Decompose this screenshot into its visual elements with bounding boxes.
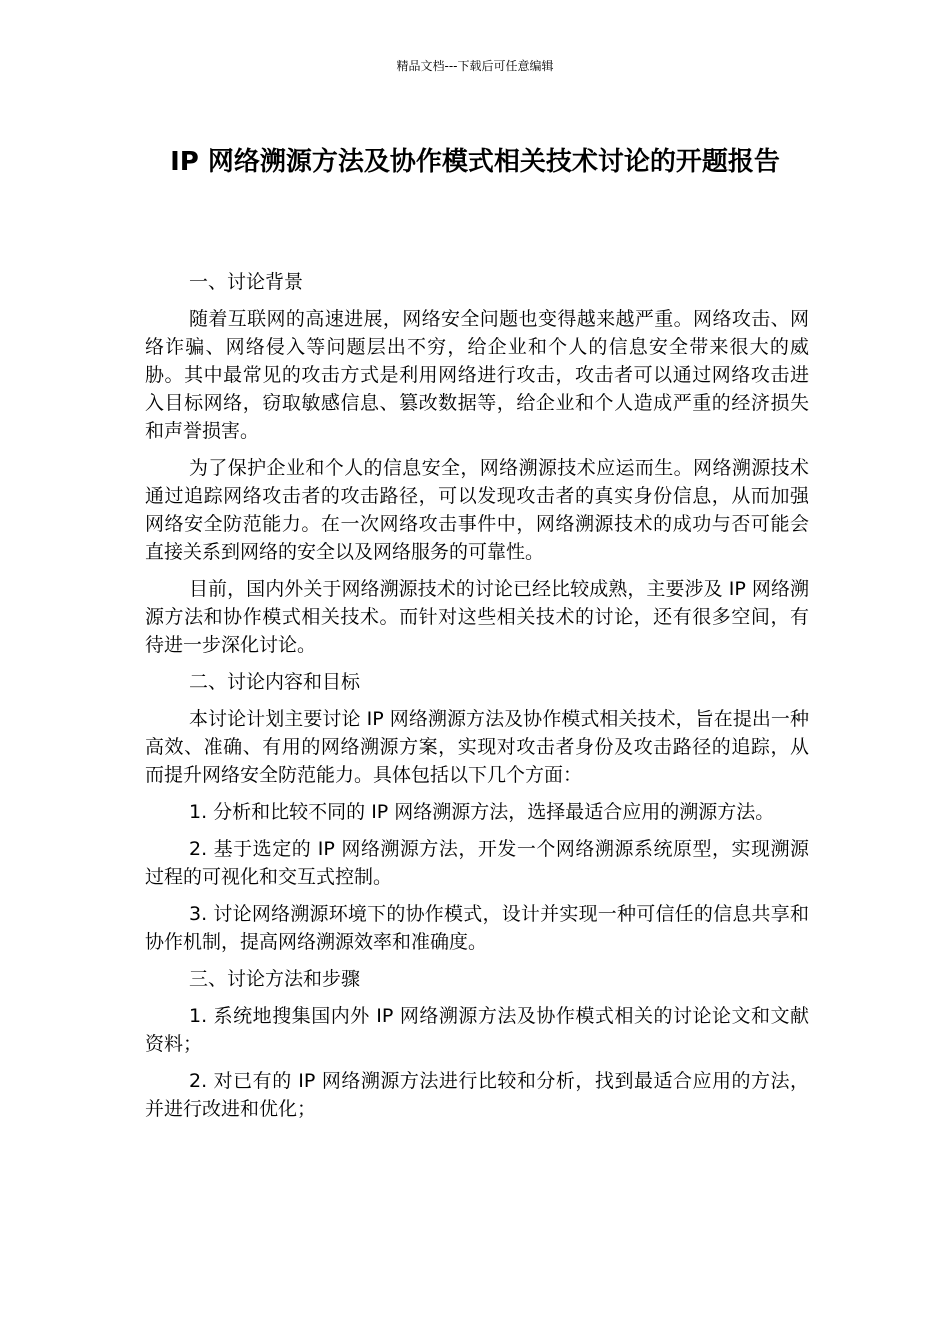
section-heading: 三、讨论方法和步骤 [189, 968, 361, 990]
list-item: 2. 基于选定的 IP 网络溯源方法，开发一个网络溯源系统原型，实现溯源过程的可视化和交互式控制。 [145, 838, 809, 888]
section-heading: 一、讨论背景 [189, 271, 304, 293]
body-paragraph: 本讨论计划主要讨论 IP 网络溯源方法及协作模式相关技术，旨在提出一种高效、准确、有用的网络溯源方案，实现对攻击者身份及攻击路径的追踪，从而提升网络安全防范能力。具体包括以下几个方面： [145, 708, 809, 786]
list-item: 1. 分析和比较不同的 IP 网络溯源方法，选择最适合应用的溯源方法。 [189, 801, 775, 823]
document-body [145, 268, 809, 1132]
body-paragraph: 随着互联网的高速进展，网络安全问题也变得越来越严重。网络攻击、网络诈骗、网络侵入等问题层出不穷，给企业和个人的信息安全带来很大的威胁。其中最常见的攻击方式是利用网络进行攻击，攻击者可以通过网络攻击进入目标网络，窃取敏感信息、篡改数据等，给企业和个人造成严重的经济损失和声誉损害。 [145, 308, 809, 442]
body-paragraph: 目前，国内外关于网络溯源技术的讨论已经比较成熟，主要涉及 IP 网络溯源方法和协作模式相关技术。而针对这些相关技术的讨论，还有很多空间，有待进一步深化讨论。 [145, 578, 809, 656]
body-paragraph: 为了保护企业和个人的信息安全，网络溯源技术应运而生。网络溯源技术通过追踪网络攻击者的攻击路径，可以发现攻击者的真实身份信息，从而加强网络安全防范能力。在一次网络攻击事件中，网络溯源技术的成功与否可能会直接关系到网络的安全以及网络服务的可靠性。 [145, 457, 809, 563]
document-title: IP 网络溯源方法及协作模式相关技术讨论的开题报告 [170, 147, 780, 177]
page-header-watermark: 精品文档---下载后可任意编辑 [396, 59, 554, 73]
list-item: 2. 对已有的 IP 网络溯源方法进行比较和分析，找到最适合应用的方法，并进行改进和优化； [145, 1070, 809, 1120]
list-item: 1. 系统地搜集国内外 IP 网络溯源方法及协作模式相关的讨论论文和文献资料； [145, 1005, 809, 1055]
list-item: 3. 讨论网络溯源环境下的协作模式，设计并实现一种可信任的信息共享和协作机制，提高网络溯源效率和准确度。 [145, 903, 809, 953]
section-heading: 二、讨论内容和目标 [189, 671, 361, 693]
